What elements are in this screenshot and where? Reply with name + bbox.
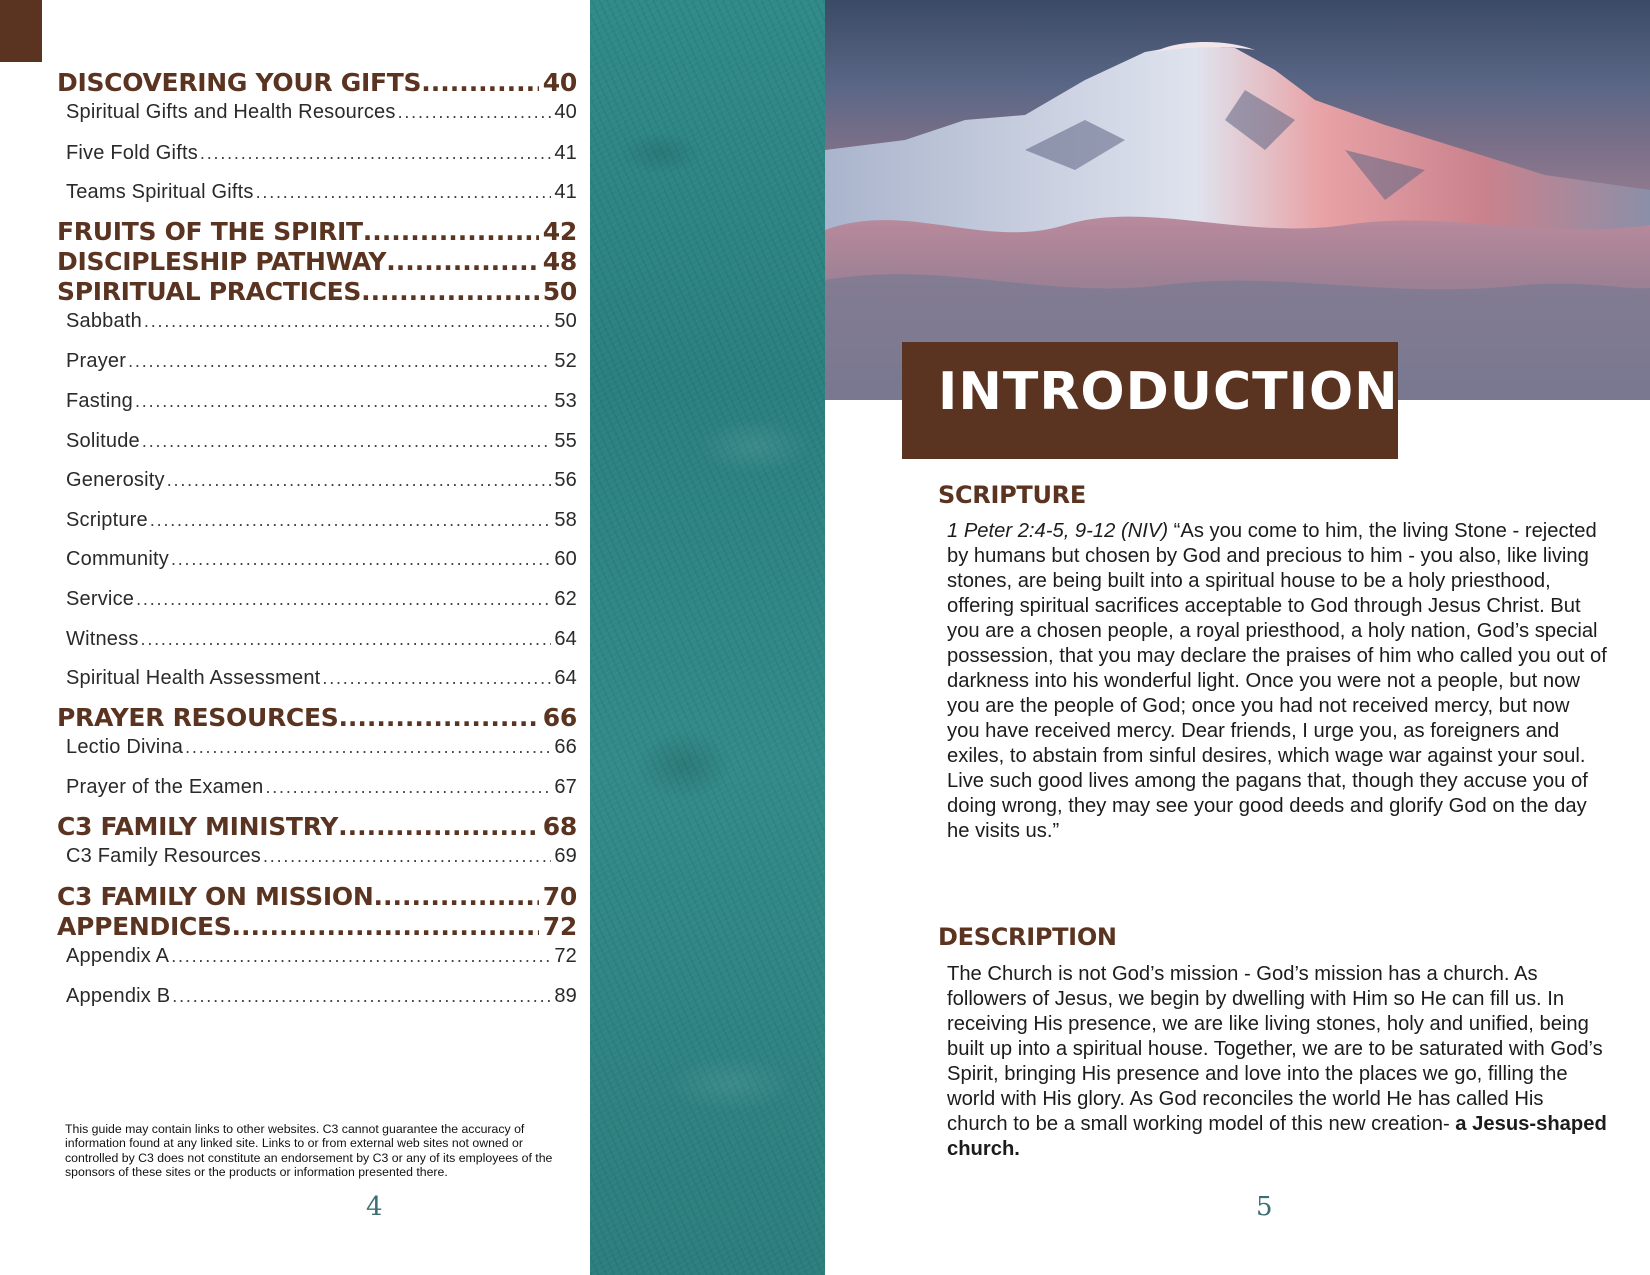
scripture-passage	[947, 519, 1607, 844]
toc-entry-label: DISCIPLESHIP PATHWAY	[57, 246, 387, 276]
toc-entry-label: Prayer of the Examen	[66, 776, 264, 799]
toc-leader-dots	[169, 549, 551, 570]
toc-section-row[interactable]	[57, 68, 577, 98]
toc-subsection-row[interactable]	[57, 842, 577, 882]
toc-entry-label: Lectio Divina	[66, 735, 184, 758]
toc-leader-dots	[165, 470, 552, 491]
toc-entry-label: Teams Spiritual Gifts	[66, 181, 254, 204]
toc-subsection-row[interactable]	[57, 426, 577, 466]
toc-entry-label: Solitude	[66, 429, 140, 452]
toc-leader-dots	[338, 703, 538, 732]
toc-page-number: 55	[554, 429, 577, 452]
toc-entry-label: FRUITS OF THE SPIRIT	[57, 216, 363, 246]
toc-entry-label: Community	[66, 548, 169, 571]
introduction-title: INTRODUCTION	[938, 362, 1399, 422]
toc-entry-label: C3 Family Resources	[66, 844, 261, 867]
toc-section-row[interactable]	[57, 912, 577, 942]
toc-entry-label: Witness	[66, 627, 139, 650]
toc-page-number: 70	[542, 881, 577, 911]
scripture-text: “As you come to him, the living Stone - rejected by humans but chosen by God and precious to him - you also, like living stones, are being built into a spiritual house to be a holy priesthood, offering spiritual sacrifices acceptable to God through Jesus Christ. But you are a chosen people, a royal priesthood, a holy nation, God’s special possession, that you may declare the praises of him who called you out of darkness into his wonderful light. Once you were not a people, but now you are the people of God; once you had not received mercy, but now you have received mercy. Dear friends, I urge you, as foreigners and exiles, to abstain from sinful desires, which wage war against your soul. Live such good lives among the pagans that, though they accuse you of doing wrong, they may see your good deeds and glorify God on the day he visits us.”	[947, 520, 1607, 842]
toc-subsection-row[interactable]	[57, 98, 577, 138]
toc-leader-dots	[134, 589, 551, 610]
toc-subsection-row[interactable]	[57, 663, 577, 703]
toc-entry-label: Spiritual Gifts and Health Resources	[66, 101, 396, 123]
toc-leader-dots	[139, 629, 552, 650]
page-number-right: 5	[1256, 1192, 1273, 1222]
toc-leader-dots	[183, 737, 551, 758]
toc-entry-label: Appendix A	[66, 944, 170, 967]
toc-entry-label: APPENDICES	[57, 911, 232, 941]
toc-subsection-row[interactable]	[57, 177, 577, 217]
toc-page-number: 50	[554, 309, 577, 332]
toc-subsection-row[interactable]	[57, 544, 577, 584]
toc-entry-label: Prayer	[66, 350, 127, 373]
toc-page-number: 40	[554, 101, 577, 123]
toc-leader-dots	[133, 391, 551, 412]
toc-page-number: 66	[554, 735, 577, 758]
scripture-reference: 1 Peter 2:4-5, 9-12 (NIV)	[947, 520, 1169, 542]
toc-leader-dots	[140, 431, 551, 452]
description-heading: DESCRIPTION	[938, 923, 1117, 951]
toc-page-number: 60	[554, 548, 577, 571]
toc-leader-dots	[198, 143, 551, 164]
teal-texture-strip	[590, 0, 825, 1275]
toc-leader-dots	[396, 102, 552, 123]
toc-leader-dots	[263, 777, 551, 798]
toc-subsection-row[interactable]	[57, 942, 577, 982]
toc-entry-label: Generosity	[66, 469, 165, 492]
toc-page-number: 67	[554, 776, 577, 799]
toc-entry-label: DISCOVERING YOUR GIFTS	[57, 68, 422, 97]
toc-subsection-row[interactable]	[57, 465, 577, 505]
corner-tab-decoration	[0, 0, 42, 62]
toc-subsection-row[interactable]	[57, 584, 577, 624]
toc-page-number: 72	[542, 911, 577, 941]
toc-leader-dots	[142, 311, 551, 332]
toc-page-number: 53	[554, 389, 577, 412]
description-paragraph	[947, 962, 1607, 1162]
toc-leader-dots	[338, 812, 539, 841]
toc-leader-dots	[254, 182, 552, 203]
mountain-illustration	[825, 0, 1650, 400]
toc-page-number: 41	[554, 141, 577, 164]
toc-leader-dots	[261, 846, 551, 867]
scripture-heading: SCRIPTURE	[938, 481, 1086, 509]
toc-page-number: 42	[542, 216, 577, 246]
toc-entry-label: C3 FAMILY ON MISSION	[57, 881, 374, 911]
toc-page-number: 50	[542, 276, 577, 306]
toc-page-number: 41	[554, 181, 577, 204]
disclaimer-text: This guide may contain links to other websites. C3 cannot guarantee the accuracy of information found at any linked site. Links to or from external web sites not owned or controlled by C3 does not constitute an endorsement by C3 or any of its employees of the sponsors of these sites or the products or information presented there.	[65, 1122, 553, 1180]
toc-subsection-row[interactable]	[57, 307, 577, 347]
toc-entry-label: Sabbath	[66, 309, 142, 332]
toc-page-number: 69	[554, 844, 577, 867]
toc-entry-label: Five Fold Gifts	[66, 141, 198, 164]
toc-subsection-row[interactable]	[57, 981, 577, 1021]
toc-leader-dots	[170, 986, 551, 1007]
toc-page-number: 40	[542, 68, 577, 97]
toc-entry-label: Service	[66, 587, 135, 610]
toc-entry-label: Fasting	[66, 389, 133, 412]
mountain-photo	[825, 0, 1650, 400]
toc-subsection-row[interactable]	[57, 138, 577, 178]
toc-subsection-row[interactable]	[57, 772, 577, 812]
toc-page-number: 89	[554, 985, 577, 1008]
toc-section-row[interactable]	[57, 277, 577, 307]
toc-section-row[interactable]	[57, 247, 577, 277]
toc-leader-dots	[363, 217, 539, 246]
toc-subsection-row[interactable]	[57, 386, 577, 426]
page-number-left: 4	[366, 1192, 383, 1222]
toc-leader-dots	[386, 247, 539, 276]
toc-page-number: 62	[554, 587, 577, 610]
toc-leader-dots	[169, 946, 551, 967]
toc-subsection-row[interactable]	[57, 346, 577, 386]
toc-section-row[interactable]	[57, 703, 577, 733]
toc-page-number: 52	[554, 350, 577, 373]
toc-page-number: 56	[554, 469, 577, 492]
description-text: The Church is not God’s mission - God’s mission has a church. As followers of Jesus, we begin by dwelling with Him so He can fill us. In receiving His presence, we are like living stones, holy and unified, being built up into a spiritual house. Together, we are to be saturated with God’s Spirit, bringing His presence and love into the places we go, filling the world with His glory. As God reconciles the world He has called His church to be a small working model of this new creation-	[947, 963, 1603, 1135]
toc-leader-dots	[148, 510, 552, 531]
table-of-contents	[57, 68, 577, 1021]
toc-section-row[interactable]	[57, 812, 577, 842]
toc-entry-label: Appendix B	[66, 985, 171, 1008]
toc-leader-dots	[231, 912, 538, 941]
toc-leader-dots	[373, 882, 538, 911]
toc-subsection-row[interactable]	[57, 624, 577, 664]
toc-section-row[interactable]	[57, 217, 577, 247]
toc-page-number: 64	[554, 627, 577, 650]
toc-subsection-row[interactable]	[57, 733, 577, 773]
toc-page-number: 58	[554, 508, 577, 531]
toc-page-number: 72	[554, 944, 577, 967]
toc-section-row[interactable]	[57, 882, 577, 912]
toc-page-number: 68	[542, 811, 577, 841]
toc-page-number: 66	[542, 702, 577, 732]
toc-page-number: 48	[542, 246, 577, 276]
toc-page-number: 64	[554, 667, 577, 690]
toc-leader-dots	[421, 68, 539, 97]
toc-leader-dots	[320, 668, 551, 689]
toc-entry-label: SPIRITUAL PRACTICES	[57, 276, 362, 306]
toc-entry-label: PRAYER RESOURCES	[57, 702, 339, 732]
toc-entry-label: C3 FAMILY MINISTRY	[57, 811, 339, 841]
description-bold-ending: a Jesus-shaped church.	[947, 1113, 1607, 1160]
toc-entry-label: Spiritual Health Assessment	[66, 667, 321, 690]
toc-leader-dots	[126, 351, 551, 372]
toc-leader-dots	[361, 277, 539, 306]
toc-subsection-row[interactable]	[57, 505, 577, 545]
toc-entry-label: Scripture	[66, 508, 148, 531]
